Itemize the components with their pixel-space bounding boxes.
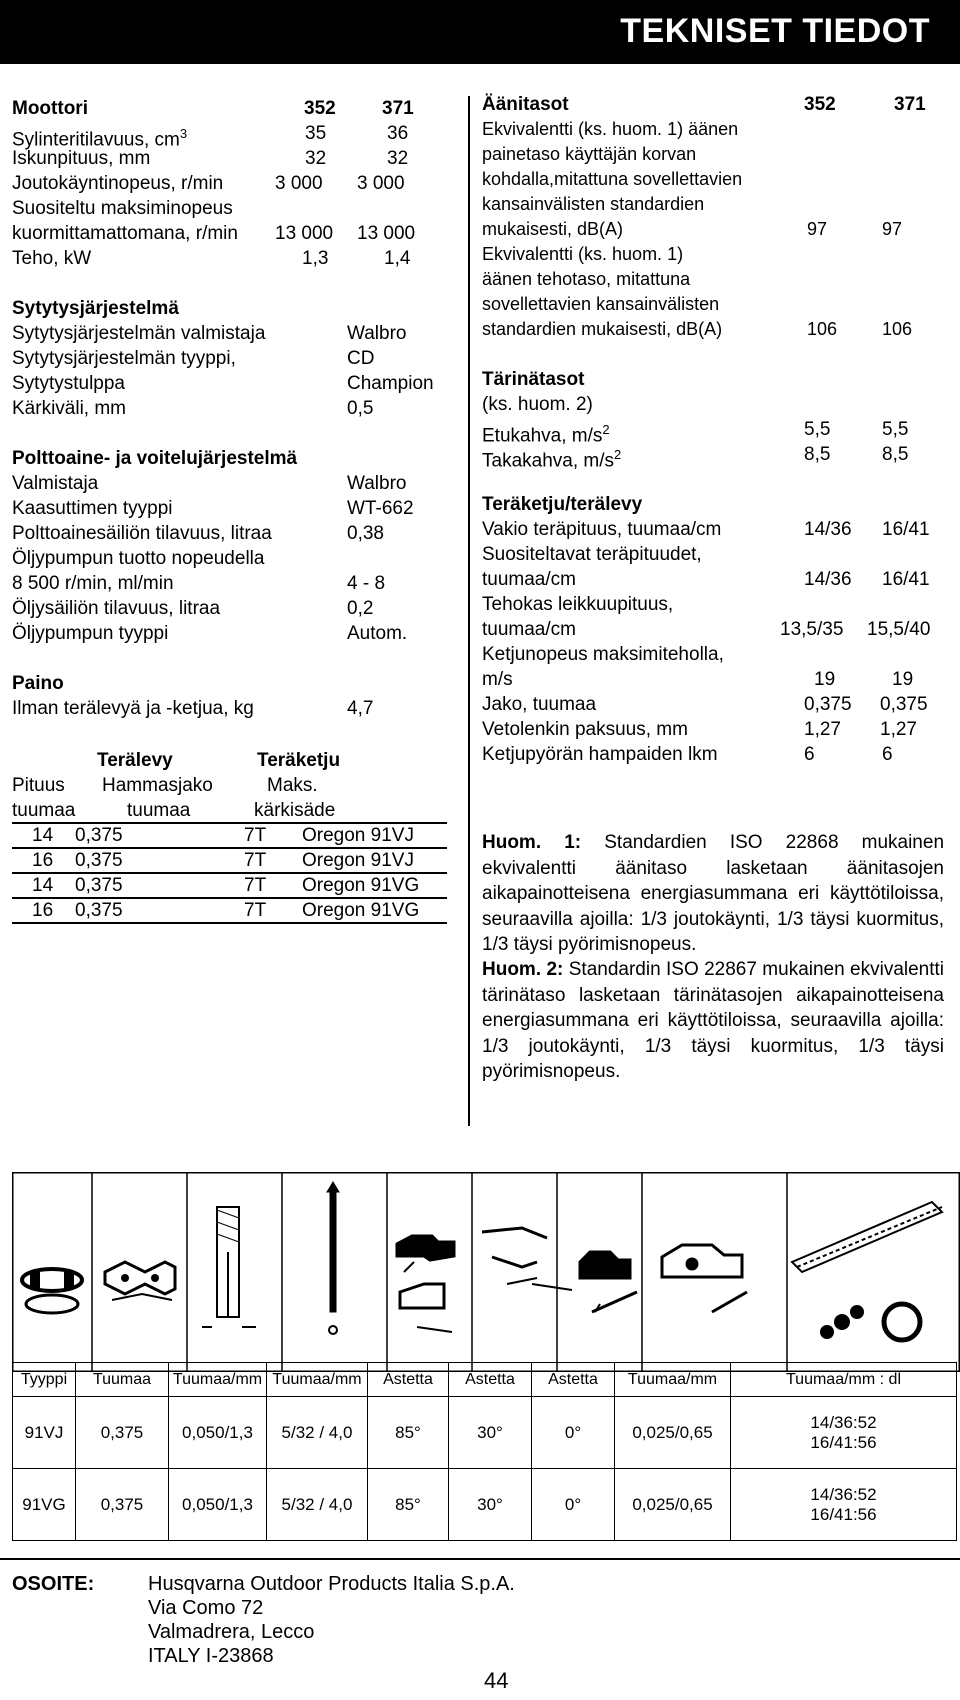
page-header	[0, 0, 960, 64]
top-plate-angle-icon	[482, 1228, 572, 1290]
pitch-icon	[105, 1262, 175, 1300]
depth-gauge-icon	[580, 1252, 637, 1312]
address-line: ITALY I-23868	[148, 1645, 274, 1667]
divider	[12, 922, 447, 924]
table-header: Astetta	[368, 1363, 449, 1397]
address-label: OSOITE:	[12, 1573, 95, 1595]
address-line: Husqvarna Outdoor Products Italia S.p.A.	[148, 1573, 515, 1595]
table-header: Tuumaa/mm : dl	[731, 1363, 957, 1397]
column-divider	[468, 96, 470, 1126]
table-header: Tuumaa/mm	[267, 1363, 368, 1397]
address-line: Valmadrera, Lecco	[148, 1621, 315, 1643]
model-352-header: 352	[304, 98, 336, 119]
note-1: Huom. 1: Standardien ISO 22868 mukainen ekvivalentti äänitaso lasketaan äänitasojen aikapainotteisena energiasummana eri käyttötiloissa, seuraavilla ajoilla: 1/3 joutokäynti, 1/3 täysi kuormitus, 1/3 täysi pyörimisnopeus.	[482, 832, 945, 955]
table-row: 91VG 0,375 0,050/1,3 5/32 / 4,0 85° 30° 0° 0,025/0,65 14/36:52 16/41:56	[13, 1469, 957, 1541]
page-number: 44	[484, 1668, 509, 1693]
model-371-header: 371	[382, 98, 414, 119]
note-2: Huom. 2: Standardin ISO 22867 mukainen ekvivalentti tärinätaso lasketaan tärinätasojen aikapainotteisena energiasummana eri käyttötiloissa, seuraavilla ajoilla: 1/3 joutokäynti, 1/3 täysi kuormitus, 1/3 täysi pyörimisnopeus.	[482, 959, 945, 1082]
footer-divider	[0, 1558, 960, 1560]
cutter-angle-icon	[397, 1236, 454, 1332]
depth-setting-icon	[662, 1245, 747, 1312]
table-header-row	[13, 1363, 957, 1397]
bar-sprocket-icon	[792, 1202, 942, 1340]
table-header: Tuumaa	[76, 1363, 169, 1397]
file-icon	[327, 1182, 339, 1334]
table-header: Astetta	[449, 1363, 532, 1397]
left-column: Moottori 352 371 Sylinteritilavuus, $cm^3$ 35 36 Iskunpituus, mm 32 32 Joutokäyntinopeus, r/min 3 000 3 000 Suositeltu maksiminopeus kuormittamattomana, r/min 13 000 13 000 Teho, kW 1,3 1,4 Sytytysjärjestelmä Sytytysjärjestelmän valmistaja Walbro Sytytysjärjestelmän tyyppi, CD Sytytystulppa Champion Kärkiväli, mm 0,5 Polttoaine- ja voitelujärjestelmä Valmistaja Walbro Kaasuttimen tyyppi WT-662 Polttoainesäiliön tilavuus, litraa 0,38 Öljypumpun tuotto nopeudella 8 500 r/min, ml/min 4 - 8 Öljysäiliön tilavuus, litraa 0,2 Öljypumpun tyyppi Autom. Paino Ilman terälevyä ja -ketjua, kg 4,7 Terälevy Teräketju Pituus Hammasjako Maks. tuumaa tuumaa kärkisäde 14 0,375 7T Oregon 91VJ 16 0,375 7T Oregon 91VJ 14 0,375 7T Oregon 91VG 16 0,375 7T Oregon 91VG	[12, 96, 457, 996]
table-header: Tyyppi	[13, 1363, 76, 1397]
gauge-icon	[202, 1207, 256, 1327]
noise-heading: Äänitasot	[482, 94, 569, 115]
chain-type-icon	[22, 1269, 82, 1313]
chain-spec-table	[12, 1362, 957, 1541]
chain-illustrations	[12, 1172, 960, 1372]
page-title: TEKNISET TIEDOT	[620, 12, 930, 50]
address-line: Via Como 72	[148, 1597, 264, 1619]
table-header: Astetta	[532, 1363, 615, 1397]
right-column: Äänitasot 352 371 Ekvivalentti (ks. huom. 1) äänen painetaso käyttäjän korvan kohdalla,mitattuna sovellettavien kansainvälisten standardien mukaisesti, dB(A) 97 97 Ekvivalentti (ks. huom. 1) äänen tehotaso, mitattuna sovellettavien kansainvälisten standardien mukaisesti, dB(A) 106 106 Tärinätasot (ks. huom. 2) Etukahva, $m/s^2$ 5,5 5,5 Takakahva, $m/s^2$ 8,5 8,5 Teräketju/terälevy Vakio teräpituus, tuumaa/cm 14/36 16/41 Suositeltavat teräpituudet, tuumaa/cm 14/36 16/41 Tehokas leikkuupituus, tuumaa/cm 13,5/35 15,5/40 Ketjunopeus maksimiteholla, m/s 19 19 Jako, tuumaa 0,375 0,375 Vetolenkin paksuus, mm 1,27 1,27 Ketjupyörän hampaiden lkm 6 6 Huom. 1: Standardien ISO 22868 mukainen ekvivalentti äänitaso lasketaan äänitasojen aikapainotteisena energiasummana eri käyttötiloissa, seuraavilla ajoilla: 1/3 joutokäynti, 1/3 täysi kuormitus, 1/3 täysi pyörimisnopeus. Huom. 2: Standardin ISO 22867 mukainen ekvivalentti tärinätaso lasketaan tärinätasojen aikapainotteisena energiasummana eri käyttötiloissa, seuraavilla ajoilla: 1/3 joutokäynti, 1/3 täysi kuormitus, 1/3 täysi pyörimisnopeus.	[482, 92, 947, 1142]
engine-heading: Moottori	[12, 98, 88, 119]
table-row: 91VJ 0,375 0,050/1,3 5/32 / 4,0 85° 30° 0° 0,025/0,65 14/36:52 16/41:56	[13, 1397, 957, 1469]
table-header: Tuumaa/mm	[615, 1363, 731, 1397]
table-header: Tuumaa/mm	[169, 1363, 267, 1397]
